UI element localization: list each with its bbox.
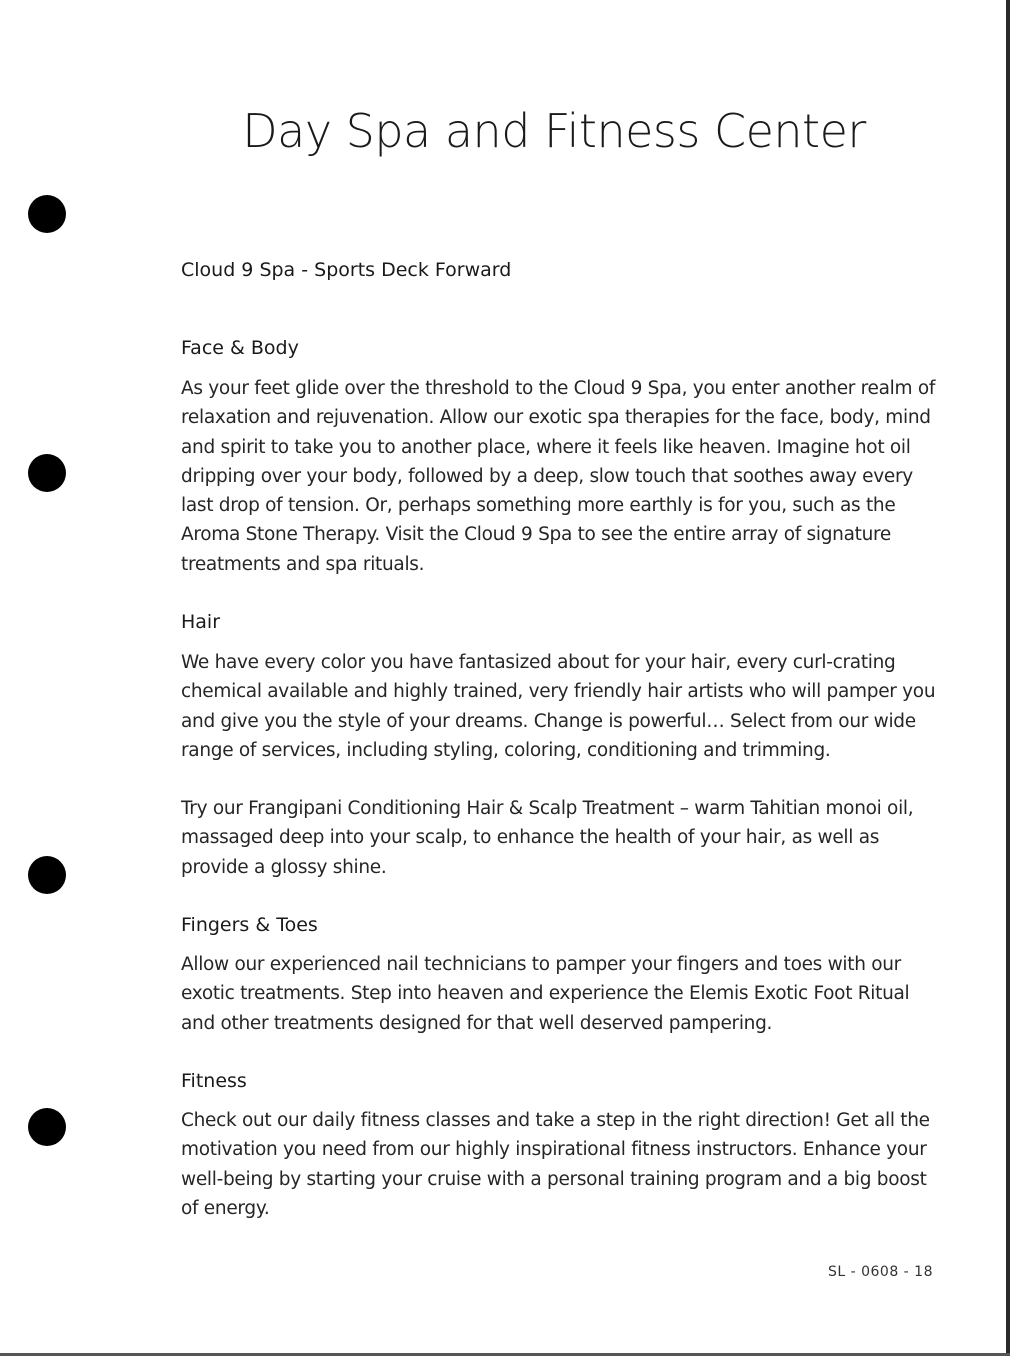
location-subtitle: Cloud 9 Spa - Sports Deck Forward bbox=[181, 259, 512, 281]
section-heading-fingers-toes: Fingers & Toes bbox=[181, 914, 318, 936]
page-title: Day Spa and Fitness Center bbox=[242, 104, 866, 158]
binder-hole bbox=[28, 195, 66, 233]
section-heading-face-body: Face & Body bbox=[181, 337, 299, 359]
page-footer-code: SL - 0608 - 18 bbox=[827, 1264, 933, 1280]
section-heading-fitness: Fitness bbox=[181, 1070, 247, 1092]
page-right-edge bbox=[1006, 0, 1010, 1356]
binder-hole bbox=[28, 454, 66, 492]
face-body-paragraph: As your feet glide over the threshold to the Cloud 9 Spa, you enter another realm of relaxation and rejuvenation. Allow our exotic spa therapies for the face, body, mind and spirit to take you to another place, where it feels like heaven. Imagine hot oil dripping over your body, followed by a deep, slow touch that soothes away every last drop of tension. Or, perhaps something more earthly is for you, such as the Aroma Stone Therapy. Visit the Cloud 9 Spa to see the entire array of signature treatments and spa rituals. bbox=[181, 378, 936, 575]
fingers-toes-paragraph: Allow our experienced nail technicians to pamper your fingers and toes with our exotic treatments. Step into heaven and experience the Elemis Exotic Foot Ritual and other treatments designed for that well deserved pampering. bbox=[181, 954, 910, 1034]
hair-paragraph-1: We have every color you have fantasized about for your hair, every curl-crating chemical available and highly trained, very friendly hair artists who will pamper you and give you the style of your dreams. Change is powerful… Select from our wide range of services, including styling, coloring, conditioning and trimming. bbox=[181, 652, 936, 761]
fitness-paragraph: Check out our daily fitness classes and take a step in the right direction! Get all the motivation you need from our highly inspirational fitness instructors. Enhance your well-being by starting your cruise with a personal training program and a big boost of energy. bbox=[181, 1110, 930, 1219]
section-heading-hair: Hair bbox=[181, 611, 221, 633]
binder-hole bbox=[28, 1108, 66, 1146]
binder-hole bbox=[28, 856, 66, 894]
hair-paragraph-2: Try our Frangipani Conditioning Hair & Scalp Treatment – warm Tahitian monoi oil, massaged deep into your scalp, to enhance the health of your hair, as well as provide a glossy shine. bbox=[181, 798, 914, 878]
